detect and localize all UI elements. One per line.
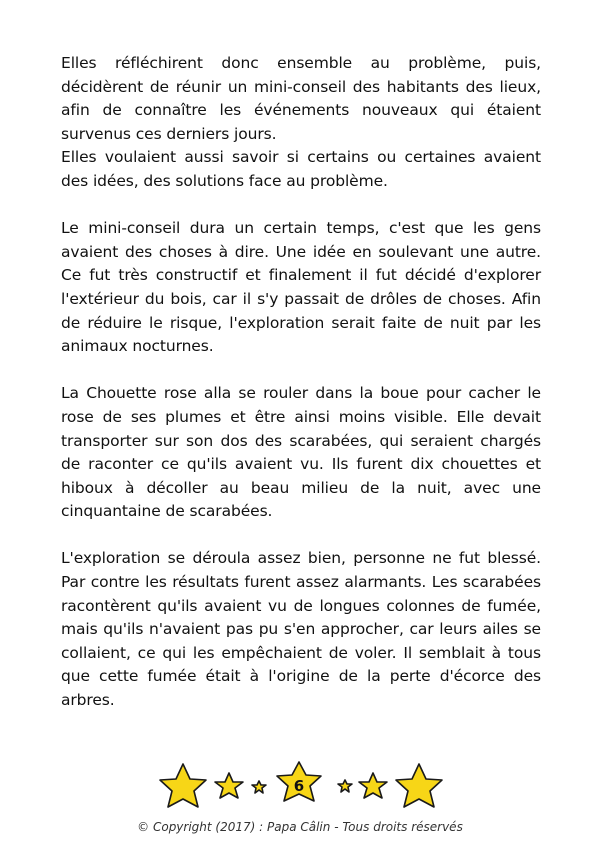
paragraph: L'exploration se déroula assez bien, personne ne fut blessé. Par contre les résultats furent assez alarmants. Les scarabées racontèrent qu'ils avaient vu de longues colonnes de fumée, mais qu'ils n'avaient pas pu s'en approcher, car leurs ailes se collaient, ce qui les empêchaient de voler. Il semblait à tous que cette fumée était à l'origine de la perte d'écorce des arbres. — [61, 549, 541, 710]
star-decoration — [0, 760, 600, 820]
star-icon — [160, 764, 206, 807]
paragraph: Elles réfléchirent donc ensemble au problème, puis, décidèrent de réunir un mini-conseil des habitants des lieux, afin de connaître les événements nouveaux qui étaient survenus ces derniers jours. — [61, 54, 541, 143]
paragraph: Elles voulaient aussi savoir si certains ou certaines avaient des idées, des solutions face au problème. — [61, 148, 541, 190]
star-icon — [338, 780, 352, 792]
stars-svg — [0, 760, 600, 820]
paragraph: Le mini-conseil dura un certain temps, c'est que les gens avaient des choses à dire. Une idée en soulevant une autre. Ce fut très constructif et finalement il fut décidé d'explorer l'extérieur du bois, car il s'y passait de drôles de choses. Afin de réduire le risque, l'exploration serait faite de nuit par les animaux nocturnes. — [61, 219, 541, 356]
star-icon — [252, 781, 266, 793]
star-icon — [396, 764, 442, 807]
star-icon — [359, 773, 387, 798]
copyright-footer: © Copyright (2017) : Papa Câlin - Tous droits réservés — [137, 820, 463, 834]
paragraph: La Chouette rose alla se rouler dans la boue pour cacher le rose de ses plumes et être ainsi moins visible. Elle devait transporter sur son dos des scarabées, qui seraient chargés de raconter ce qu'ils avaient vu. Ils furent dix chouettes et hiboux à décoller au beau milieu de la nuit, avec une cinquantaine de scarabées. — [61, 384, 541, 521]
story-text — [61, 52, 541, 713]
page-number: 6 — [293, 777, 305, 795]
star-icon — [215, 773, 243, 798]
